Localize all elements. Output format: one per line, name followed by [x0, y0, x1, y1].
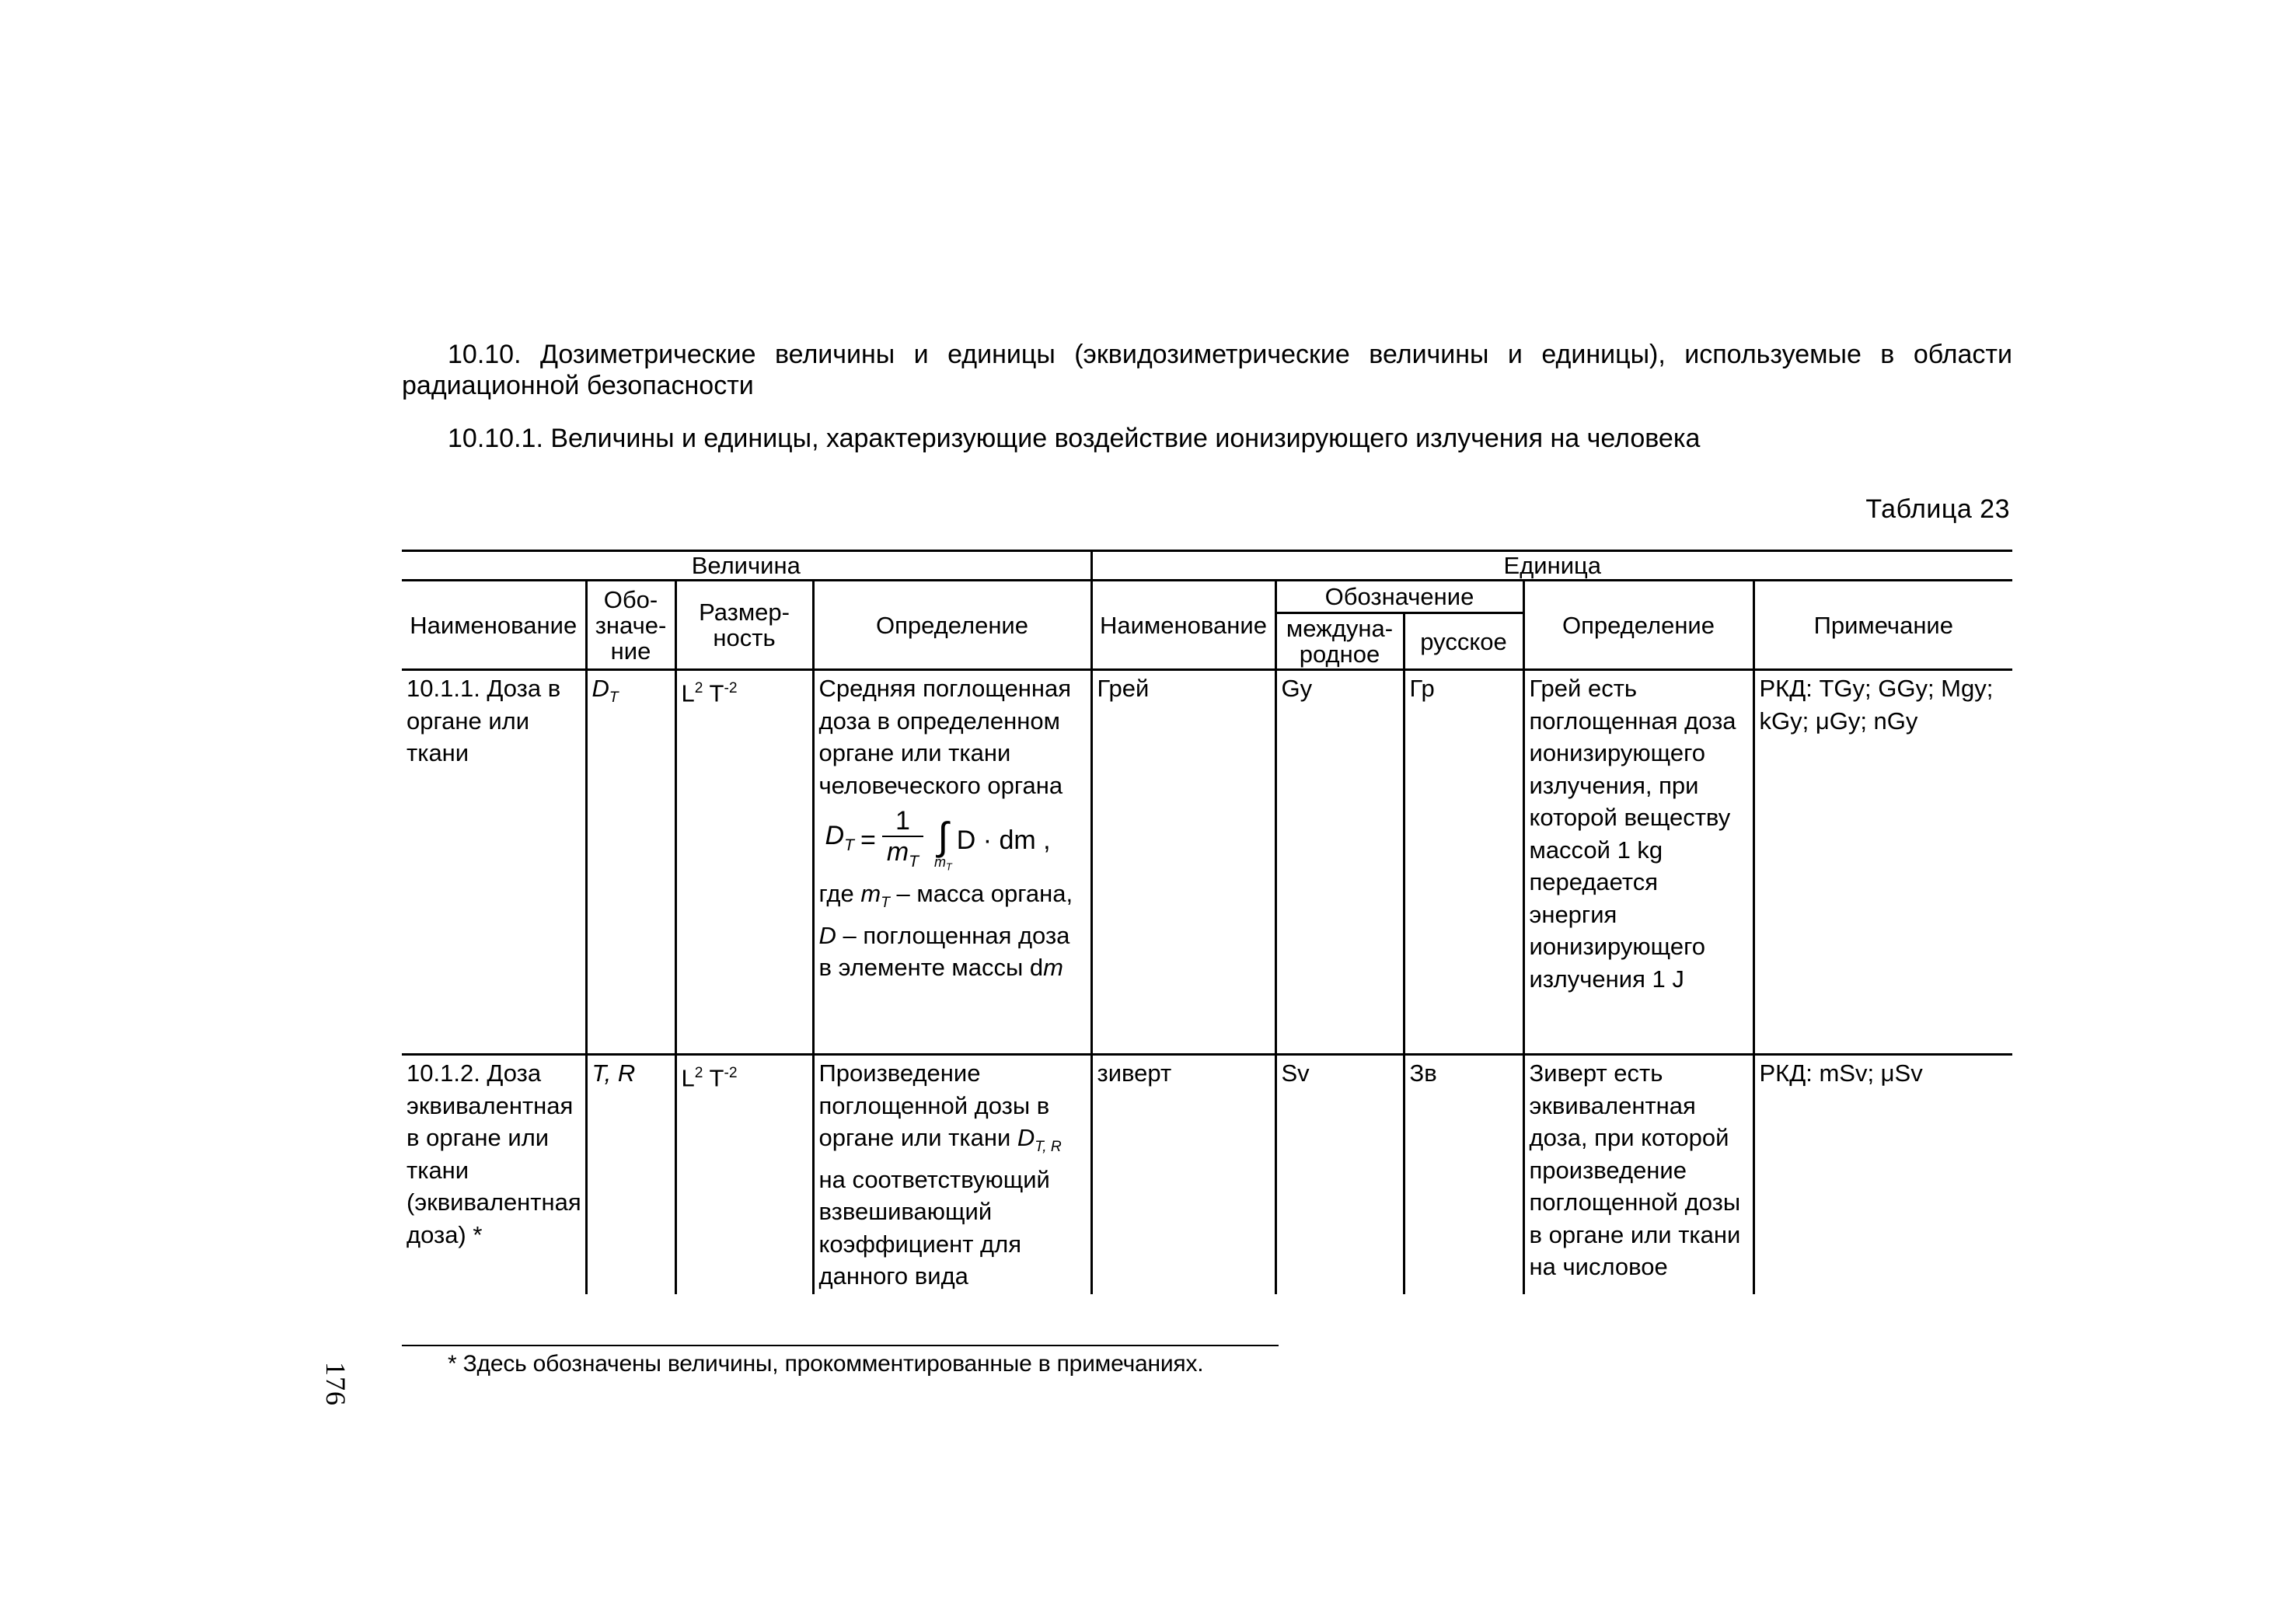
cell-q-dimension: $L^2$ $T^{-2}$	[675, 1055, 813, 1294]
header-u-rus: русское	[1404, 613, 1523, 670]
definition-text: Средняя поглощенная доза в определенном органе или ткани человеческого органа	[818, 675, 1072, 799]
cell-q-definition	[813, 670, 1091, 1055]
table-caption: Таблица 23	[1865, 494, 2010, 524]
section-title: 10.10. Дозиметрические величины и единицы (эквидозиметрические величины и единицы), используемые в области радиационной безопасности	[402, 340, 2012, 400]
integral-sign: ∫ $m_T$	[934, 814, 952, 873]
cell-u-intl: Gy	[1275, 670, 1404, 1055]
cell-u-definition: Зиверт есть эквивалентная доза, при которой произведение поглощенной дозы в органе или ткани на числовое	[1523, 1055, 1753, 1294]
header-u-intl: междуна- родное	[1275, 613, 1404, 670]
cell-u-note: РКД: mSv; μSv	[1753, 1055, 2012, 1294]
header-u-name: Наименование	[1091, 581, 1275, 670]
cell-u-note: РКД: TGy; GGy; Mgy; kGy; μGy; nGy	[1753, 670, 2012, 1055]
symbol-sub: T	[609, 689, 619, 707]
section-heading	[402, 339, 2012, 401]
cell-u-name: Грей	[1091, 670, 1275, 1055]
group-header-quantity: Величина	[402, 551, 1091, 581]
symbol-base: D	[591, 675, 609, 702]
formula-denominator: $m_T$	[882, 836, 923, 877]
header-q-dimension: Размер- ность	[675, 581, 813, 670]
cell-q-name: 10.1.2. Доза эквивалентная в органе или ткани (эквивалентная доза) *	[402, 1055, 586, 1294]
header-u-definition: Определение	[1523, 581, 1753, 670]
cell-u-rus: Гр	[1404, 670, 1523, 1055]
dose-formula	[825, 805, 1086, 874]
cell-q-dimension	[675, 670, 813, 1055]
dim-l: L	[681, 679, 695, 707]
formula-rhs: D · dm ,	[956, 825, 1051, 856]
footnote: * Здесь обозначены величины, прокомментированные в примечаниях.	[448, 1351, 1204, 1377]
cell-q-definition: Произведение поглощенной дозы в органе или ткани $D_{T, R}$ на соответствующий взвешивающий коэффициент для данного вида	[813, 1055, 1091, 1294]
cell-q-symbol: T, R	[586, 1055, 675, 1294]
dim-l-exp: 2	[694, 680, 703, 696]
cell-u-intl: Sv	[1275, 1055, 1404, 1294]
header-u-symbol: Обозначение	[1275, 581, 1523, 613]
table-row	[402, 670, 2012, 1055]
formula-numerator: 1	[895, 805, 910, 836]
subsection-title: 10.10.1. Величины и единицы, характеризующие воздействие ионизирующего излучения на человека	[448, 424, 1701, 453]
quantities-table	[402, 550, 2012, 1294]
page-number: 176	[320, 1362, 351, 1406]
formula-fraction	[882, 806, 923, 877]
header-q-definition: Определение	[813, 581, 1091, 670]
header-u-note: Примечание	[1753, 581, 2012, 670]
formula-lhs: $D_T$	[825, 821, 854, 855]
cell-u-definition: Грей есть поглощенная доза ионизирующего излучения, при которой веществу массой 1 kg передается энергия ионизирующего излучения 1 J	[1523, 670, 1753, 1055]
cell-q-name: 10.1.1. Доза в органе или ткани	[402, 670, 586, 1055]
cell-u-name: зиверт	[1091, 1055, 1275, 1294]
header-q-symbol: Обо- значе- ние	[586, 581, 675, 670]
table-row	[402, 1055, 2012, 1294]
footnote-rule	[402, 1345, 1279, 1346]
group-header-unit: Единица	[1091, 551, 2012, 581]
definition-where: где $m_T$ – масса органа, D – поглощенная доза в элементе массы dm	[818, 880, 1073, 982]
dim-t: T	[709, 679, 724, 707]
cell-u-rus: Зв	[1404, 1055, 1523, 1294]
header-q-name: Наименование	[402, 581, 586, 670]
table-group-header-row	[402, 551, 2012, 581]
subsection-heading	[402, 423, 2012, 454]
cell-q-symbol	[586, 670, 675, 1055]
dim-t-exp: -2	[724, 680, 738, 696]
table-header-row	[402, 581, 2012, 613]
formula-eq: =	[860, 825, 876, 856]
